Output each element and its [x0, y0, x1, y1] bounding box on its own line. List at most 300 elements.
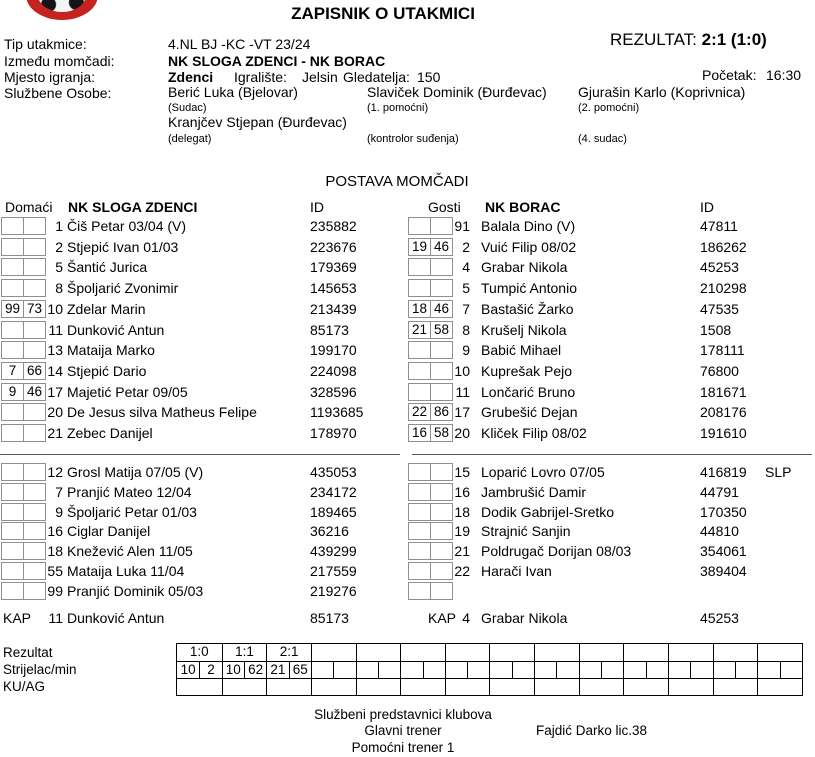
player-id: 213439 — [310, 300, 357, 317]
score-grid-cell — [400, 662, 422, 678]
player-name: Loparić Lovro 07/05 — [481, 464, 605, 480]
player-name: Krušelj Nikola — [481, 321, 567, 338]
player-name: Harači Ivan — [481, 563, 552, 579]
official-name: Gjurašin Karlo (Koprivnica) — [578, 84, 746, 100]
player-number: 21 — [454, 543, 470, 560]
sub-minute-box: 58 — [430, 321, 453, 339]
player-number: 18 — [47, 543, 63, 560]
player-row — [407, 237, 814, 257]
page-title: ZAPISNIK O UTAKMICI — [291, 4, 475, 23]
player-number: 12 — [47, 464, 63, 480]
score-grid-cell — [623, 679, 668, 695]
score-grid-cell — [512, 662, 534, 678]
team-name: NK BORAC — [485, 199, 561, 215]
player-id: 178970 — [310, 425, 357, 441]
player-name: Čiš Petar 03/04 (V) — [67, 218, 187, 234]
player-name: Poldrugač Dorijan 08/03 — [481, 543, 632, 560]
sub-player-box — [1, 542, 24, 560]
sub-minute-box — [23, 217, 46, 235]
player-row — [0, 382, 407, 402]
player-id: 76800 — [700, 362, 739, 379]
player-id: 199170 — [310, 342, 357, 359]
player-number: 4 — [462, 259, 470, 276]
player-name: Grubešić Dejan — [481, 404, 578, 421]
player-number: 21 — [47, 425, 63, 441]
team-table-header — [407, 197, 814, 217]
player-name: Pranjić Mateo 12/04 — [67, 483, 192, 500]
player-row — [407, 257, 814, 277]
player-name: Lončarić Bruno — [481, 383, 576, 400]
player-id: 235882 — [310, 218, 357, 234]
player-name: Majetić Petar 09/05 — [67, 383, 188, 400]
player-id: 1508 — [700, 321, 732, 338]
player-number: 8 — [55, 280, 63, 297]
player-row — [407, 561, 814, 581]
sub-player-box: 21 — [408, 321, 431, 339]
sub-player-box — [408, 582, 431, 600]
sub-player-box — [1, 483, 24, 501]
player-id: 45253 — [700, 610, 739, 626]
official-role: (4. sudac) — [578, 133, 627, 145]
sub-minute-box — [23, 483, 46, 501]
sub-player-box: 7 — [1, 362, 24, 380]
player-number: 17 — [47, 383, 63, 400]
rezultat-line — [610, 31, 767, 49]
player-id: 435053 — [310, 464, 357, 480]
player-name: Špoljarić Zvonimir — [67, 280, 179, 297]
score-grid-cell — [668, 644, 713, 661]
tip-utakmice-label: Tip utakmice: — [4, 36, 87, 52]
player-name: Knežević Alen 11/05 — [67, 543, 193, 560]
official-role: (kontrolor suđenja) — [367, 133, 459, 145]
sub-minute-box — [23, 522, 46, 540]
player-row — [0, 581, 407, 601]
score-grid-cell — [757, 644, 802, 661]
score-grid-cell — [534, 662, 556, 678]
player-number: 8 — [462, 321, 470, 338]
pocetak-value: 16:30 — [766, 67, 802, 83]
player-id: 416819 — [700, 464, 747, 480]
player-name: Strajnić Sanjin — [481, 523, 571, 540]
score-grid-cell — [445, 679, 490, 695]
player-id: 1193685 — [310, 404, 364, 421]
footer-head-coach-label: Glavni trener — [364, 723, 442, 738]
player-number: 9 — [55, 503, 63, 520]
player-name: Zebec Danijel — [67, 425, 153, 441]
player-number: 11 — [455, 383, 470, 400]
player-row — [0, 402, 407, 422]
score-grid-cell — [222, 679, 267, 695]
teams-value: NK SLOGA ZDENCI - NK BORAC — [168, 53, 386, 69]
player-id: 181671 — [700, 383, 747, 400]
sub-minute-box — [23, 542, 46, 560]
score-grid-cell — [690, 662, 712, 678]
mjesto-value: Zdenci — [168, 69, 214, 85]
club-logo-icon — [26, 0, 98, 20]
score-grid-cell — [445, 662, 467, 678]
sub-player-box — [408, 562, 431, 580]
sub-minute-box — [23, 238, 46, 256]
player-id: 439299 — [310, 543, 357, 560]
official-name: Slaviček Dominik (Đurđevac) — [367, 84, 547, 100]
player-id: 217559 — [310, 563, 357, 579]
sub-player-box — [408, 341, 431, 359]
official-role: (2. pomoćni) — [578, 102, 640, 114]
score-grid-cell — [311, 662, 333, 678]
official-role: (delegat) — [168, 133, 212, 145]
sub-minute-box — [430, 217, 453, 235]
score-grid-row-1 — [177, 661, 802, 678]
player-number: 16 — [47, 523, 63, 540]
score-grid-cell — [556, 662, 578, 678]
player-id: 189465 — [310, 503, 357, 520]
player-id: 47811 — [700, 218, 738, 234]
score-grid-cell — [668, 679, 713, 695]
away-team-table — [407, 194, 814, 640]
player-row — [407, 278, 814, 298]
sub-minute-box: 46 — [430, 300, 453, 318]
score-grid-cell — [356, 679, 401, 695]
player-id: 44791 — [700, 483, 739, 500]
sub-player-box — [1, 403, 24, 421]
kap-label: KAP — [428, 610, 457, 626]
player-row — [0, 521, 407, 541]
player-number: 14 — [47, 362, 63, 379]
player-number: 10 — [47, 300, 63, 317]
score-grid-cell — [356, 662, 378, 678]
score-grid-cell: 1:1 — [222, 644, 267, 661]
footer-representatives-title: Službeni predstavnici klubova — [314, 707, 492, 722]
captain-row — [407, 608, 814, 628]
player-number: 17 — [454, 404, 470, 421]
sub-player-box — [1, 424, 24, 442]
score-grid-cell — [646, 662, 668, 678]
player-name: Pranjić Dominik 05/03 — [67, 582, 204, 599]
rezultat-row-label: Rezultat — [3, 645, 53, 660]
sub-player-box — [1, 522, 24, 540]
side-label: Gosti — [428, 199, 461, 215]
sub-minute-box: 73 — [23, 300, 46, 318]
official-name: Berić Luka (Bjelovar) — [168, 84, 298, 100]
player-name: Dunković Antun — [67, 321, 165, 338]
sub-minute-box — [430, 522, 453, 540]
player-row — [407, 423, 814, 443]
score-grid-cell — [423, 662, 445, 678]
score-grid-cell — [489, 644, 534, 661]
player-number: 5 — [55, 259, 63, 276]
sub-player-box — [408, 258, 431, 276]
score-grid-row-0 — [177, 644, 802, 661]
player-name: De Jesus silva Matheus Felipe — [67, 404, 257, 421]
player-number: 91 — [454, 218, 470, 234]
player-id: 170350 — [700, 503, 747, 520]
score-grid-cell — [601, 662, 623, 678]
score-grid-cell — [668, 662, 690, 678]
player-id: 36216 — [310, 523, 349, 540]
player-row — [0, 278, 407, 298]
player-row — [407, 541, 814, 561]
player-id: 145653 — [310, 280, 357, 297]
player-row — [407, 340, 814, 360]
player-row — [407, 361, 814, 381]
player-id: 354061 — [700, 543, 747, 560]
player-name: Mataija Marko — [67, 342, 155, 359]
mjesto-igranja-label: Mjesto igranja: — [4, 69, 96, 85]
sub-minute-box — [430, 463, 453, 481]
player-name: Balala Dino (V) — [481, 218, 576, 234]
score-grid-cell — [534, 679, 579, 695]
sub-minute-box — [23, 463, 46, 481]
captain-row — [0, 608, 407, 628]
home-team-table — [0, 194, 407, 640]
player-number: 10 — [454, 362, 470, 379]
pocetak-label: Početak: — [702, 67, 757, 83]
score-grid-cell — [489, 679, 534, 695]
team-table-header — [0, 197, 407, 217]
score-grid-cell: 10 — [180, 662, 196, 677]
football-icon — [38, 0, 86, 12]
sub-minute-box — [430, 258, 453, 276]
sub-minute-box — [430, 279, 453, 297]
sub-player-box — [408, 279, 431, 297]
player-number: 1 — [55, 218, 63, 234]
team-name: NK SLOGA ZDENCI — [68, 199, 198, 215]
score-grid-cell — [735, 662, 757, 678]
player-number: 15 — [454, 464, 470, 480]
sub-minute-box — [23, 582, 46, 600]
sub-minute-box — [23, 321, 46, 339]
score-grid-cell — [579, 662, 601, 678]
player-number: 18 — [454, 503, 470, 520]
sub-minute-box — [23, 503, 46, 521]
sub-player-box — [1, 321, 24, 339]
player-name: Kuprešak Pejo — [481, 362, 573, 379]
player-name: Mataija Luka 11/04 — [67, 563, 185, 579]
sub-player-box: 18 — [408, 300, 431, 318]
strijelac-row-label: Strijelac/min — [3, 662, 77, 677]
player-name: Dunković Antun — [67, 610, 165, 626]
gledatelja-label: Gledatelja: — [343, 69, 410, 85]
sub-player-box — [1, 217, 24, 235]
sub-player-box — [408, 542, 431, 560]
score-grid-cell — [780, 662, 802, 678]
player-number: 55 — [47, 563, 63, 579]
official-role: (1. pomoćni) — [367, 102, 429, 114]
side-label: Domaći — [5, 199, 53, 215]
player-name: Kliček Filip 08/02 — [481, 425, 587, 441]
score-grid-cell — [467, 662, 489, 678]
score-grid-cell — [579, 644, 624, 661]
sub-player-box: 16 — [408, 424, 431, 442]
player-id: 186262 — [700, 238, 747, 255]
sub-player-box — [408, 483, 431, 501]
player-id: 328596 — [310, 383, 357, 400]
player-name: Jambrušić Damir — [481, 483, 587, 500]
player-number: 16 — [454, 483, 470, 500]
score-grid-cell: 65 — [289, 662, 311, 678]
player-name: Dodik Gabrijel-Sretko — [481, 503, 615, 520]
player-number: 7 — [55, 483, 63, 500]
rezultat-value: 2:1 (1:0) — [701, 30, 767, 49]
kap-label: KAP — [3, 610, 32, 626]
sub-player-box — [408, 217, 431, 235]
sub-minute-box — [23, 258, 46, 276]
score-grid-cell: 62 — [244, 662, 266, 678]
score-grid-cell — [623, 662, 645, 678]
player-id: 85173 — [310, 321, 349, 338]
player-name: Vuić Filip 08/02 — [481, 238, 577, 255]
sub-player-box — [1, 258, 24, 276]
player-name: Stjepić Ivan 01/03 — [67, 238, 179, 255]
player-id: 191610 — [700, 425, 747, 441]
sub-minute-box: 46 — [430, 238, 453, 256]
player-id: 208176 — [700, 404, 747, 421]
sub-minute-box — [430, 542, 453, 560]
sub-player-box — [1, 463, 24, 481]
sub-player-box — [1, 238, 24, 256]
score-grid-cell — [333, 662, 355, 678]
player-id: 45253 — [700, 259, 739, 276]
head-coach-value: Fajdić Darko lic.38 — [536, 723, 648, 738]
player-row — [407, 382, 814, 402]
score-grid-cell — [757, 662, 779, 678]
sub-player-box — [408, 503, 431, 521]
score-grid-cell: 2:1 — [266, 644, 311, 661]
player-number: 2 — [462, 238, 470, 255]
player-number: 11 — [48, 321, 63, 338]
player-number: 5 — [462, 280, 470, 297]
sub-minute-box — [430, 362, 453, 380]
sub-minute-box: 46 — [23, 383, 46, 401]
score-grid-row-2 — [177, 678, 802, 695]
sub-minute-box — [23, 341, 46, 359]
player-name: Špoljarić Petar 01/03 — [67, 503, 197, 520]
player-number: 13 — [47, 342, 63, 359]
score-grid-cell — [445, 644, 490, 661]
player-number: 9 — [462, 342, 470, 359]
player-id: 219276 — [310, 582, 357, 599]
player-row — [0, 320, 407, 340]
sub-player-box — [408, 463, 431, 481]
footer-assistant-coach-label: Pomoćni trener 1 — [351, 740, 455, 755]
score-grid-cell: 21 — [266, 662, 288, 678]
player-row — [0, 257, 407, 277]
player-id: 44810 — [700, 523, 739, 540]
player-name: Tumpić Antonio — [481, 280, 577, 297]
player-row — [0, 299, 407, 319]
score-grid-cell — [713, 679, 758, 695]
score-grid-cell: 1:0 — [189, 644, 209, 659]
score-grid-cell — [713, 662, 735, 678]
tip-utakmice-value: 4.NL BJ -KC -VT 23/24 — [168, 36, 311, 52]
player-row — [0, 361, 407, 381]
score-grid — [176, 643, 803, 696]
player-name: Šantić Jurica — [67, 259, 148, 276]
player-row — [407, 299, 814, 319]
player-row — [407, 521, 814, 541]
sub-minute-box — [430, 582, 453, 600]
player-name: Babić Mihael — [481, 342, 562, 359]
sub-player-box — [408, 522, 431, 540]
player-row — [407, 216, 814, 236]
player-row — [407, 462, 814, 482]
sub-minute-box — [23, 279, 46, 297]
player-name: Stjepić Dario — [67, 362, 147, 379]
rezultat-label: REZULTAT: — [610, 30, 697, 49]
player-number: 22 — [454, 563, 470, 579]
player-id: 179369 — [310, 259, 357, 276]
player-name: Grosl Matija 07/05 (V) — [67, 464, 204, 480]
score-grid-cell — [311, 644, 356, 661]
sub-minute-box — [23, 424, 46, 442]
score-grid-cell — [400, 644, 445, 661]
player-number: 4 — [462, 610, 470, 626]
player-extra-flag: SLP — [765, 464, 792, 480]
sub-player-box — [1, 503, 24, 521]
sub-player-box — [1, 582, 24, 600]
score-grid-cell — [311, 679, 356, 695]
player-id: 389404 — [700, 563, 747, 579]
player-id: 210298 — [700, 280, 747, 297]
score-grid-cell — [378, 662, 400, 678]
player-id: 224098 — [310, 362, 357, 379]
score-grid-cell: 10 — [222, 662, 244, 678]
id-column-header: ID — [310, 199, 324, 215]
player-row — [407, 502, 814, 522]
sub-minute-box: 86 — [430, 403, 453, 421]
player-row — [407, 482, 814, 502]
igraliste-label: Igralište: — [234, 69, 287, 85]
player-name: Grabar Nikola — [481, 259, 568, 276]
player-number: 2 — [55, 238, 63, 255]
score-grid-cell — [177, 679, 222, 695]
postava-title: POSTAVA MOMČADI — [325, 173, 469, 190]
player-row — [0, 462, 407, 482]
player-row — [407, 320, 814, 340]
player-row — [0, 502, 407, 522]
player-row — [407, 581, 814, 601]
bench-divider — [412, 454, 812, 455]
player-number: 99 — [47, 582, 63, 599]
score-grid-cell — [757, 679, 802, 695]
sub-player-box: 99 — [1, 300, 24, 318]
player-row — [0, 541, 407, 561]
official-name: Kranjčev Stjepan (Đurđevac) — [168, 114, 347, 130]
sub-player-box: 22 — [408, 403, 431, 421]
kuag-row-label: KU/AG — [3, 679, 46, 694]
player-id: 47535 — [700, 300, 739, 317]
player-id: 85173 — [310, 610, 349, 626]
sub-minute-box: 58 — [430, 424, 453, 442]
sub-minute-box — [430, 503, 453, 521]
sluzbene-osobe-label: Službene Osobe: — [4, 85, 112, 101]
player-row — [0, 237, 407, 257]
sub-minute-box — [430, 383, 453, 401]
player-row — [407, 402, 814, 422]
player-row — [0, 340, 407, 360]
score-grid-cell: 2 — [199, 662, 221, 678]
score-grid-cell — [623, 644, 668, 661]
score-grid-cell — [400, 679, 445, 695]
player-id: 223676 — [310, 238, 357, 255]
player-number: 20 — [47, 404, 63, 421]
player-id: 178111 — [700, 342, 745, 359]
gledatelja-value: 150 — [417, 69, 441, 85]
player-name: Bastašić Žarko — [481, 300, 574, 317]
igraliste-value: Jelsin — [302, 69, 338, 85]
izmedu-momcadi-label: Između momčadi: — [4, 53, 115, 69]
score-grid-cell — [713, 644, 758, 661]
